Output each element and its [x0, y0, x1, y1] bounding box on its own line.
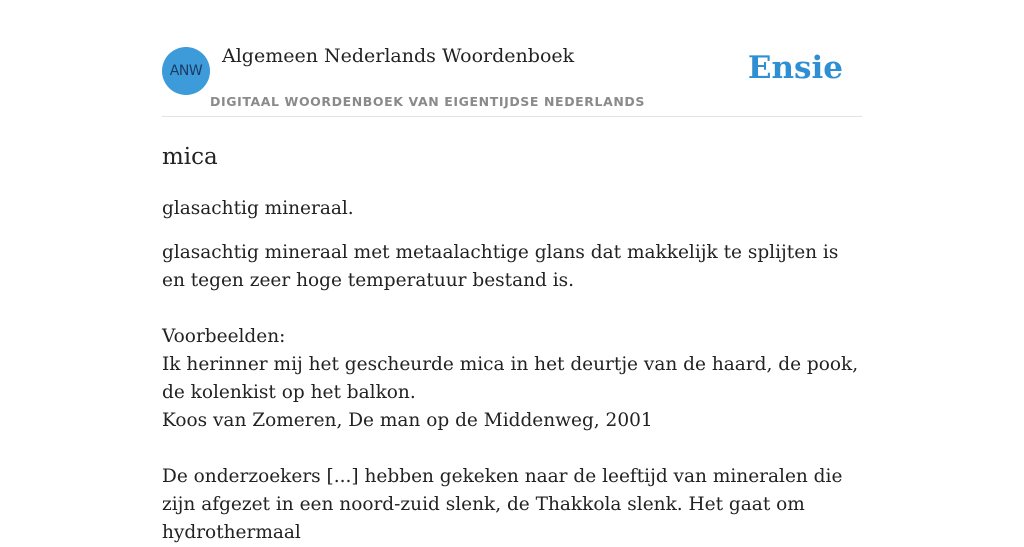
site-subtitle: DIGITAAL WOORDENBOEK VAN EIGENTIJDSE NEDERLANDS: [210, 94, 646, 109]
headword: mica: [162, 144, 218, 170]
example-quote: Ik herinner mij het gescheurde mica in het deurtje van de haard, de pook, de kolenkist op het balkon.: [162, 354, 859, 403]
site-header: [162, 0, 862, 117]
examples-section: [162, 323, 862, 547]
example-source: Koos van Zomeren, De man op de Middenweg, 2001: [162, 410, 653, 431]
long-definition: glasachtig mineraal met metaalachtige glans dat makkelijk te splijten is en tegen zeer hoge temperatuur bestand is.: [162, 242, 839, 291]
ensie-brand-link[interactable]: Ensie: [747, 50, 843, 86]
anw-logo[interactable]: ANW: [162, 47, 210, 95]
example-quote: De onderzoekers [...] hebben gekeken naar de leeftijd van mineralen die zijn afgezet in een noord-zuid slenk, de Thakkola slenk. Het gaat om hydrothermaal: [162, 466, 843, 543]
site-title[interactable]: Algemeen Nederlands Woordenboek: [222, 45, 575, 67]
examples-label: Voorbeelden:: [162, 326, 286, 347]
short-definition: glasachtig mineraal.: [162, 198, 354, 219]
page: [162, 0, 862, 547]
